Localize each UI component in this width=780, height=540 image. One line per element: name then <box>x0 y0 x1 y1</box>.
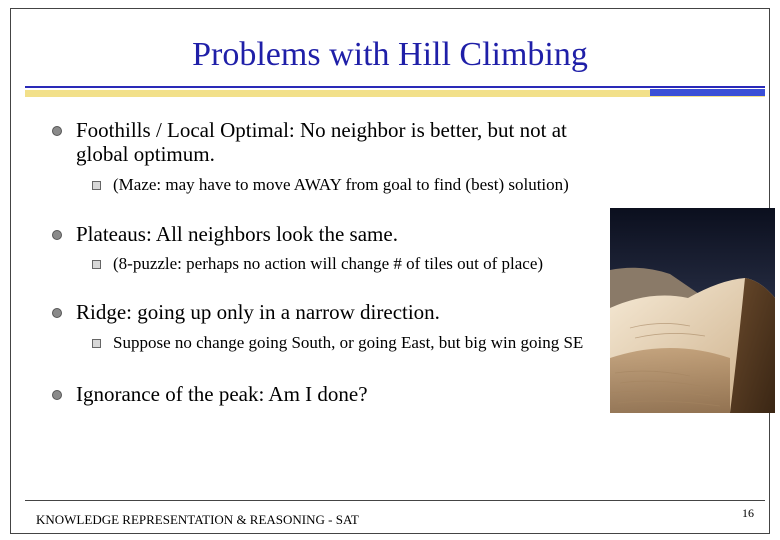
sub-bullet-square-icon <box>92 260 101 269</box>
sub-bullet-item <box>92 254 592 273</box>
bullet-dot-icon <box>52 390 62 400</box>
bullet-text: Ridge: going up only in a narrow direction. <box>76 300 440 324</box>
sub-bullet-square-icon <box>92 339 101 348</box>
bullet-dot-icon <box>52 308 62 318</box>
sand-dune-photo <box>610 208 775 413</box>
sub-bullet-square-icon <box>92 181 101 190</box>
bullet-item <box>52 222 592 246</box>
bullet-text: Ignorance of the peak: Am I done? <box>76 382 368 406</box>
bullet-dot-icon <box>52 230 62 240</box>
title-underline-accent <box>650 89 765 96</box>
bullet-item <box>52 300 592 324</box>
bullet-item <box>52 118 592 166</box>
sub-bullet-item <box>92 175 592 194</box>
title-underline-blue <box>25 86 765 88</box>
page-number: 16 <box>742 506 754 520</box>
slide-title: Problems with Hill Climbing <box>192 36 588 73</box>
sub-bullet-item <box>92 333 592 352</box>
sub-bullet-text: Suppose no change going South, or going East, but big win going SE <box>113 333 584 352</box>
sub-bullet-text: (Maze: may have to move AWAY from goal to find (best) solution) <box>113 175 569 194</box>
footer-text: KNOWLEDGE REPRESENTATION & REASONING - SAT <box>36 512 359 527</box>
bullet-text: Plateaus: All neighbors look the same. <box>76 222 398 246</box>
bullet-item <box>52 382 592 406</box>
bullet-text: Foothills / Local Optimal: No neighbor is better, but not at global optimum. <box>76 118 567 166</box>
bullet-dot-icon <box>52 126 62 136</box>
footer-divider <box>25 500 765 501</box>
sub-bullet-text: (8-puzzle: perhaps no action will change # of tiles out of place) <box>113 254 544 273</box>
